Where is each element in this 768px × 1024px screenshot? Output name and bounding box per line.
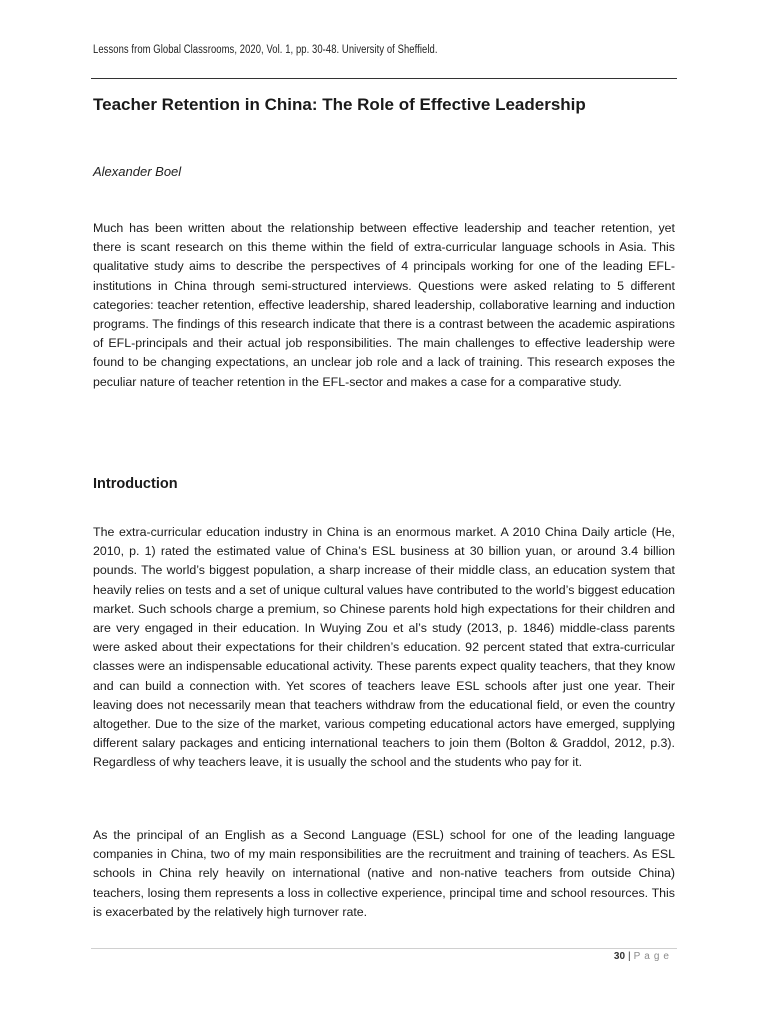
author-name: Alexander Boel (93, 164, 182, 179)
footer-separator: | (628, 951, 631, 962)
body-paragraph: As the principal of an English as a Second Language (ESL) school for one of the leading language companies in China, two of my main responsibilities are the recruitment and training of teachers. As ESL schools in China rely heavily on international (native and non-native teachers from outside China) teachers, losing them represents a loss in collective experience, principal time and school resources. This is exacerbated by the relatively high turnover rate. (93, 828, 675, 919)
running-header: Lessons from Global Classrooms, 2020, Vol. 1, pp. 30-48. University of Sheffield. (93, 44, 438, 56)
page-number: 30 (613, 951, 626, 962)
footer-divider (91, 948, 677, 949)
body-paragraph: The extra-curricular education industry in China is an enormous market. A 2010 China Daily article (He, 2010, p. 1) rated the estimated value of China’s ESL business at 30 billion yuan, or around 3.4 billion pounds. The world’s biggest population, a sharp increase of their middle class, an education system that heavily relies on tests and a set of unique cultural values have contributed to the world’s biggest education market. Such schools charge a premium, so Chinese parents hold high expectations for their children and are very engaged in their education. In Wuying Zou et al’s study (2013, p. 1846) middle-class parents were asked about their expectations for their children’s education. 92 percent stated that extra-curricular classes were an indispensable educational activity. These parents expect quality teachers, that they know and can build a connection with. Yet scores of teachers leave ESL schools after just one year. Their leaving does not necessarily mean that teachers withdraw from the educational field, or even the country altogether. Due to the size of the market, various competing educational actors have emerged, supplying different salary packages and enticing international teachers to join them (Bolton & Graddol, 2012, p.3). Regardless of why teachers leave, it is usually the school and the students who pay for it. (93, 525, 675, 770)
page-label: Page (633, 951, 673, 962)
page-footer (614, 951, 673, 962)
section-heading-introduction: Introduction (93, 476, 178, 492)
article-title: Teacher Retention in China: The Role of Effective Leadership (93, 95, 586, 114)
abstract-paragraph: Much has been written about the relationship between effective leadership and teacher retention, yet there is scant research on this theme within the field of extra-curricular language schools in Asia. This qualitative study aims to describe the perspectives of 4 principals working for one of the leading EFL-institutions in China through semi-structured interviews. Questions were asked relating to 5 different categories: teacher retention, effective leadership, shared leadership, collaborative learning and induction programs. The findings of this research indicate that there is a contrast between the academic aspirations of EFL-principals and their actual job responsibilities. The main challenges to effective leadership were found to be changing expectations, an unclear job role and a lack of training. This research exposes the peculiar nature of teacher retention in the EFL-sector and makes a case for a comparative study. (93, 221, 675, 389)
header-divider (91, 78, 677, 79)
